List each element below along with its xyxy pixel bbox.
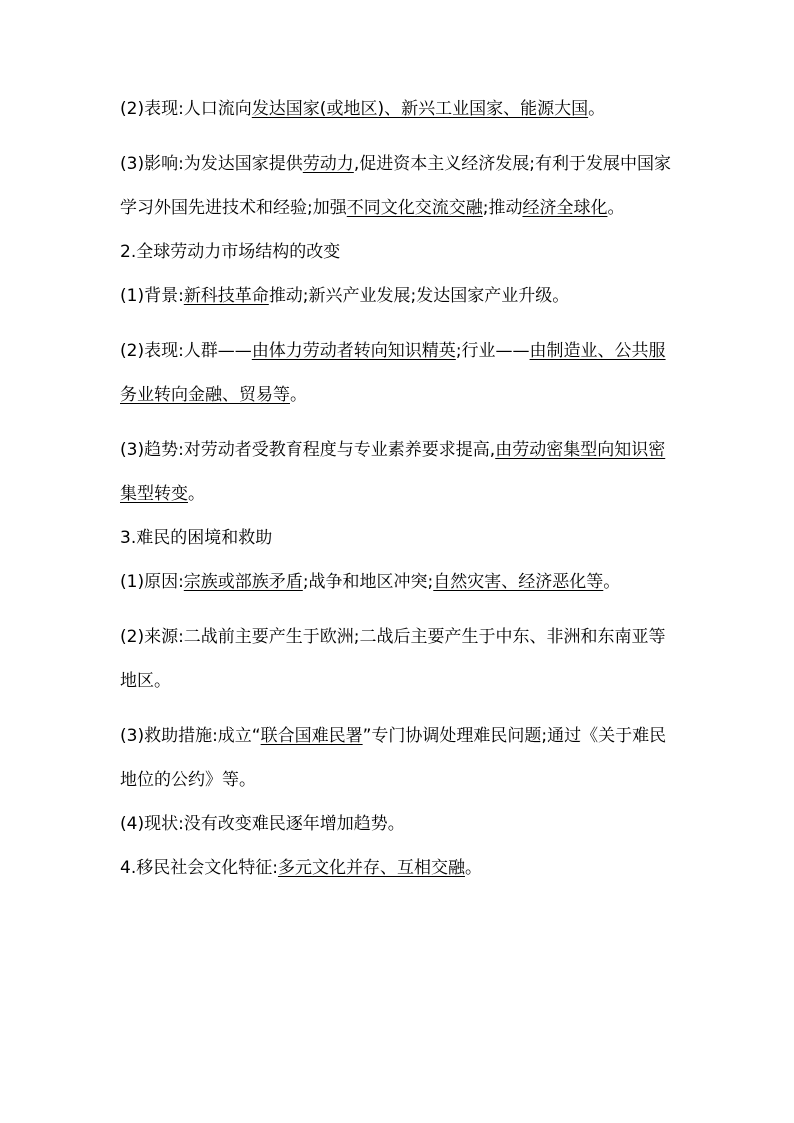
text: (2)来源:二战前主要产生于欧洲;二战后主要产生于中东、非洲和东南亚等地区。 — [120, 627, 666, 691]
underlined-text: 由体力劳动者转向知识精英 — [251, 341, 456, 361]
paragraph-2-source — [120, 615, 676, 703]
paragraph-2-labor-performance — [120, 329, 676, 417]
text: 。 — [188, 484, 205, 504]
text: 3.难民的困境和救助 — [120, 528, 273, 548]
text: 。 — [603, 572, 621, 592]
paragraph-1-cause — [120, 571, 676, 593]
text: ”专门协调处理难民问题;通过《关于难民地位的公约》等。 — [120, 726, 667, 790]
underlined-text: 新科技革命 — [183, 286, 269, 306]
text: (2)表现:人群—— — [120, 341, 252, 361]
underlined-text: 联合国难民署 — [260, 726, 363, 746]
paragraph-3-relief — [120, 714, 676, 802]
text: ;推动 — [482, 198, 523, 218]
underlined-text: 多元文化并存、互相交融 — [277, 858, 465, 878]
underlined-text: 发达国家(或地区)、新兴工业国家、能源大国 — [251, 99, 589, 119]
paragraph-migrant-culture — [120, 857, 676, 879]
text: 。 — [464, 858, 482, 878]
text: ,促进资本主义经济发展;有利于发展中国家学习外国先进技术和经验;加强 — [120, 154, 671, 218]
heading-refugees — [120, 527, 676, 549]
text: (3)趋势:对劳动者受教育程度与专业素养要求提高, — [120, 440, 496, 460]
text: ;战争和地区冲突; — [302, 572, 434, 592]
text: 4.移民社会文化特征: — [120, 858, 278, 878]
paragraph-3-influence — [120, 142, 676, 230]
underlined-text: 自然灾害、经济恶化等 — [433, 572, 604, 592]
underlined-text: 由劳动密集型向知识密集型转变 — [120, 440, 666, 504]
text: ;行业—— — [455, 341, 530, 361]
text: 。 — [290, 385, 307, 405]
text: 2.全球劳动力市场结构的改变 — [120, 242, 341, 262]
text: (1)背景: — [120, 286, 184, 306]
text: 。 — [607, 198, 625, 218]
text: 推动;新兴产业发展;发达国家产业升级。 — [268, 286, 570, 306]
text: 。 — [588, 99, 606, 119]
paragraph-3-trend — [120, 428, 676, 516]
text: (2)表现:人口流向 — [120, 99, 252, 119]
underlined-text: 劳动力 — [302, 154, 354, 174]
underlined-text: 经济全球化 — [522, 198, 608, 218]
text: (3)救助措施:成立“ — [120, 726, 261, 746]
underlined-text: 由制造业、公共服务业转向金融、贸易等 — [120, 341, 666, 405]
text: (4)现状:没有改变难民逐年增加趋势。 — [120, 814, 405, 834]
paragraph-1-background — [120, 285, 676, 307]
heading-labor-market — [120, 241, 676, 263]
document-page — [120, 98, 676, 901]
paragraph-2-performance — [120, 98, 676, 120]
text: (3)影响:为发达国家提供 — [120, 154, 303, 174]
underlined-text: 宗族或部族矛盾 — [183, 572, 303, 592]
paragraph-4-status — [120, 813, 676, 835]
text: (1)原因: — [120, 572, 184, 592]
underlined-text: 不同文化交流交融 — [346, 198, 483, 218]
